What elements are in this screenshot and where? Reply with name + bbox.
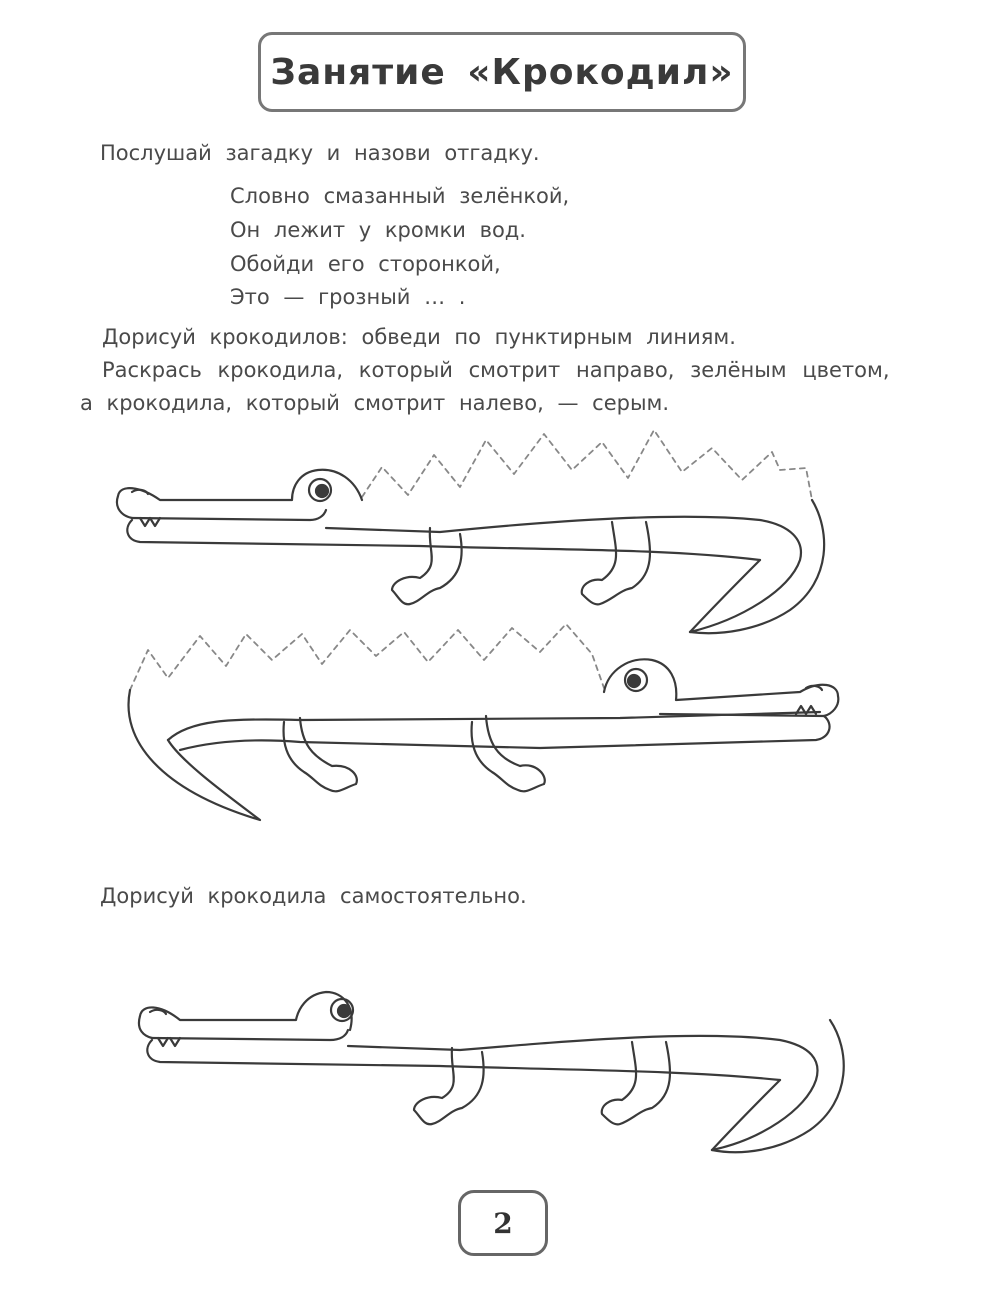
riddle-line-4: Это — грозный … .: [230, 285, 466, 309]
task1-line-1: Дорисуй крокодилов: обведи по пунктирным линиям.: [102, 325, 736, 349]
task1-line-3: а крокодила, который смотрит налево, — серым.: [80, 391, 670, 415]
page-number-frame: [458, 1190, 548, 1256]
riddle-line-3: Обойди его сторонкой,: [230, 252, 501, 276]
page-number: 2: [493, 1206, 513, 1240]
crocodile-left-facing-icon: [117, 430, 824, 633]
page-title: Занятие «Крокодил»: [270, 51, 734, 93]
dashed-spikes-1: [362, 430, 812, 500]
dashed-spikes-2: [130, 624, 604, 690]
riddle-line-2: Он лежит у кромки вод.: [230, 218, 526, 242]
task2-instruction: Дорисуй крокодила самостоятельно.: [100, 884, 527, 908]
riddle-instruction: Послушай загадку и назови отгадку.: [100, 141, 540, 165]
crocodile-right-facing-icon: [129, 624, 839, 820]
task1-line-2: Раскрась крокодила, который смотрит направо, зелёным цветом,: [102, 358, 890, 382]
crocodile-incomplete-icon: [139, 992, 844, 1152]
riddle-line-1: Словно смазанный зелёнкой,: [230, 184, 570, 208]
